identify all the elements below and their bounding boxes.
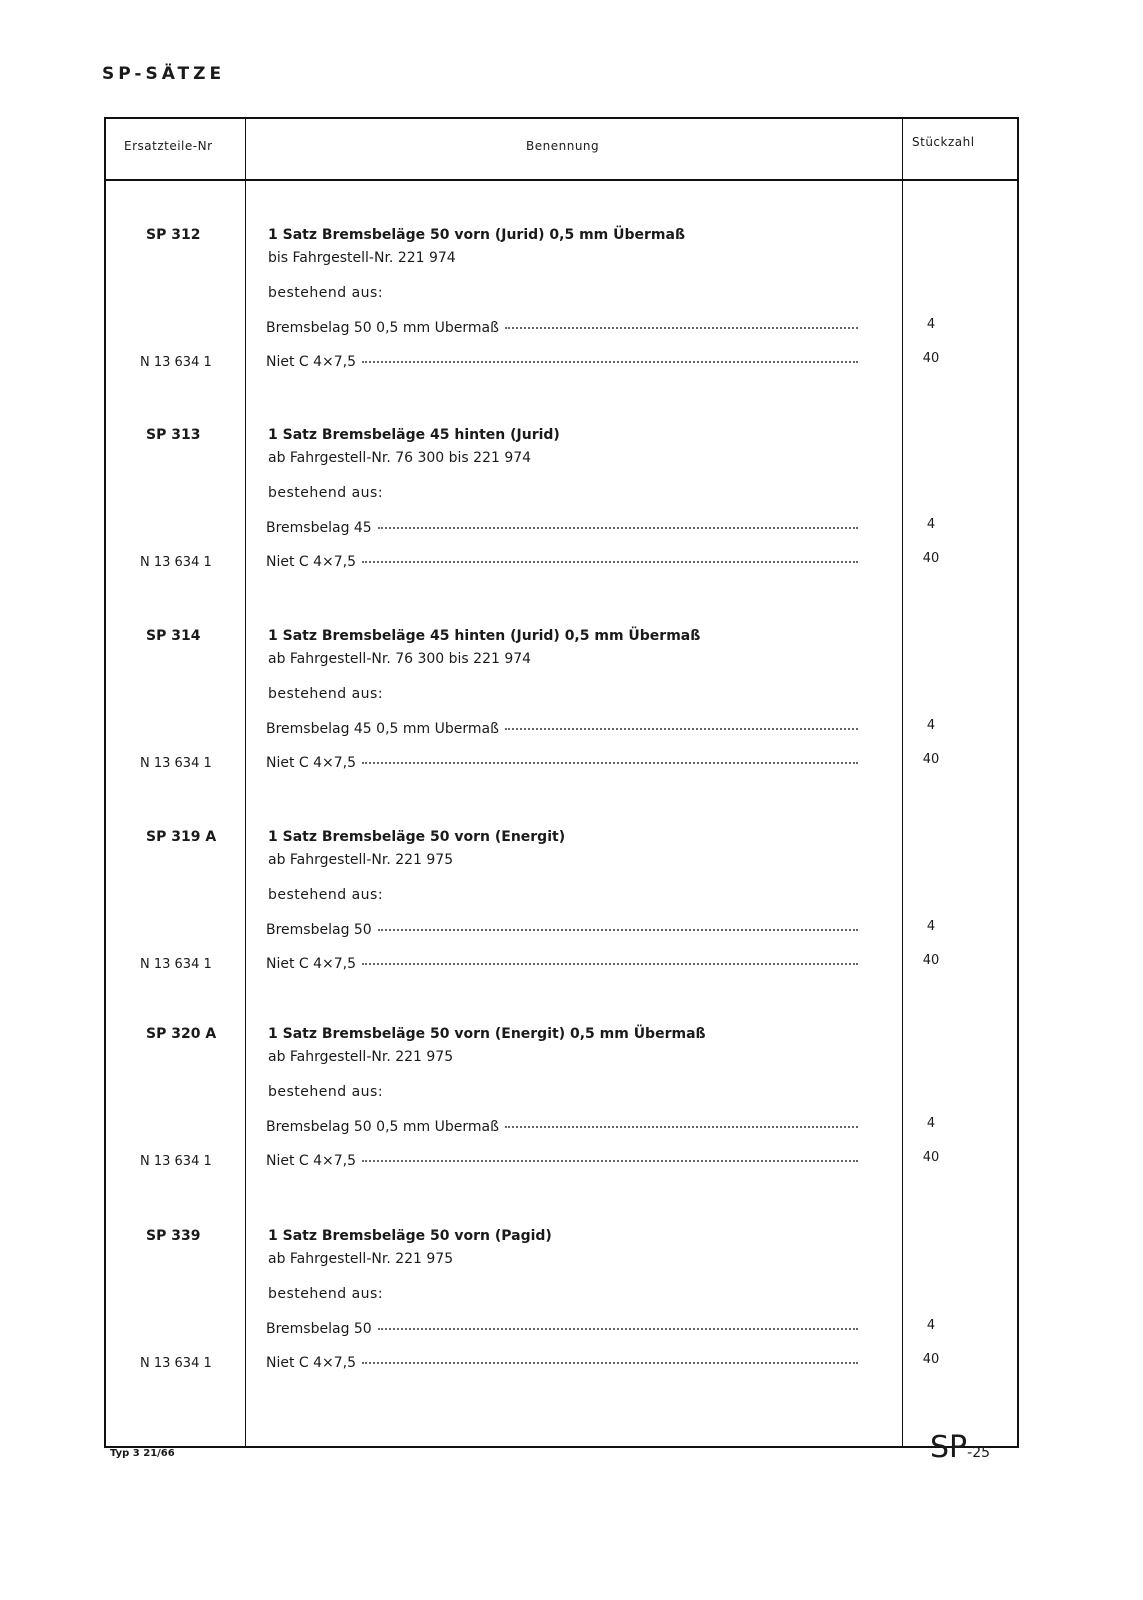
set-subtitle: bis Fahrgestell-Nr. 221 974: [268, 250, 456, 266]
item-quantity: 4: [926, 1116, 936, 1131]
dot-leader: [378, 1328, 858, 1330]
item-row: [266, 320, 858, 336]
item-row: [266, 755, 858, 771]
item-row: [266, 1153, 858, 1169]
item-name: Niet C 4×7,5: [266, 554, 357, 570]
page-number-value: -25: [967, 1445, 991, 1461]
item-row: [266, 1355, 858, 1371]
parts-table: [104, 117, 1019, 1448]
set-title: 1 Satz Bremsbeläge 45 hinten (Jurid): [268, 427, 560, 443]
footer-type-date: Typ 3 21/66: [110, 1448, 175, 1459]
set-part-number: SP 339: [146, 1228, 201, 1244]
item-part-number: N 13 634 1: [140, 756, 212, 771]
item-quantity: 4: [926, 718, 936, 733]
set-subtitle: ab Fahrgestell-Nr. 76 300 bis 221 974: [268, 450, 532, 466]
item-row: [266, 354, 858, 370]
item-quantity: 4: [926, 1318, 936, 1333]
item-name: Niet C 4×7,5: [266, 354, 357, 370]
item-quantity: 40: [922, 953, 940, 968]
item-quantity: 40: [922, 1352, 940, 1367]
item-name: Niet C 4×7,5: [266, 1153, 357, 1169]
set-subtitle: ab Fahrgestell-Nr. 221 975: [268, 852, 454, 868]
item-row: [266, 1119, 858, 1135]
column-divider: [245, 119, 246, 1446]
item-part-number: N 13 634 1: [140, 1356, 212, 1371]
item-part-number: N 13 634 1: [140, 555, 212, 570]
item-row: [266, 721, 858, 737]
item-name: Niet C 4×7,5: [266, 956, 357, 972]
item-name: Niet C 4×7,5: [266, 755, 357, 771]
set-part-number: SP 314: [146, 628, 201, 644]
item-quantity: 4: [926, 517, 936, 532]
dot-leader: [362, 963, 858, 965]
item-quantity: 40: [922, 1150, 940, 1165]
item-name: Bremsbelag 50: [266, 1321, 372, 1337]
dot-leader: [362, 561, 858, 563]
dot-leader: [378, 527, 858, 529]
set-part-number: SP 312: [146, 227, 201, 243]
column-header-description: Benennung: [526, 139, 600, 153]
dot-leader: [505, 1126, 858, 1128]
item-row: [266, 554, 858, 570]
consisting-of-label: bestehend aus:: [268, 887, 384, 903]
column-header-quantity: Stückzahl: [912, 135, 975, 149]
column-header-part-number: Ersatzteile-Nr: [124, 139, 213, 153]
item-quantity: 40: [922, 351, 940, 366]
item-part-number: N 13 634 1: [140, 355, 212, 370]
item-quantity: 4: [926, 317, 936, 332]
dot-leader: [362, 1362, 858, 1364]
set-title: 1 Satz Bremsbeläge 50 vorn (Pagid): [268, 1228, 552, 1244]
item-quantity: 40: [922, 752, 940, 767]
dot-leader: [362, 762, 858, 764]
set-title: 1 Satz Bremsbeläge 50 vorn (Energit) 0,5 mm Übermaß: [268, 1026, 706, 1042]
page-number: [930, 1430, 990, 1465]
set-title: 1 Satz Bremsbeläge 50 vorn (Jurid) 0,5 mm Übermaß: [268, 227, 686, 243]
consisting-of-label: bestehend aus:: [268, 686, 384, 702]
dot-leader: [505, 728, 858, 730]
consisting-of-label: bestehend aus:: [268, 1286, 384, 1302]
item-quantity: 4: [926, 919, 936, 934]
item-part-number: N 13 634 1: [140, 1154, 212, 1169]
item-name: Niet C 4×7,5: [266, 1355, 357, 1371]
consisting-of-label: bestehend aus:: [268, 1084, 384, 1100]
set-title: 1 Satz Bremsbeläge 45 hinten (Jurid) 0,5 mm Übermaß: [268, 628, 701, 644]
dot-leader: [505, 327, 858, 329]
header-divider: [106, 179, 1017, 181]
set-title: 1 Satz Bremsbeläge 50 vorn (Energit): [268, 829, 566, 845]
set-part-number: SP 319 A: [146, 829, 217, 845]
dot-leader: [362, 361, 858, 363]
item-row: [266, 520, 858, 536]
consisting-of-label: bestehend aus:: [268, 285, 384, 301]
item-row: [266, 1321, 858, 1337]
set-subtitle: ab Fahrgestell-Nr. 76 300 bis 221 974: [268, 651, 532, 667]
page-title: SP-SÄTZE: [102, 64, 226, 84]
section-code: SP: [930, 1430, 968, 1465]
item-quantity: 40: [922, 551, 940, 566]
item-name: Bremsbelag 50 0,5 mm Übermaß: [266, 320, 499, 336]
set-part-number: SP 313: [146, 427, 201, 443]
item-name: Bremsbelag 50: [266, 922, 372, 938]
column-divider: [902, 119, 903, 1446]
item-part-number: N 13 634 1: [140, 957, 212, 972]
set-subtitle: ab Fahrgestell-Nr. 221 975: [268, 1251, 454, 1267]
item-name: Bremsbelag 50 0,5 mm Übermaß: [266, 1119, 499, 1135]
item-row: [266, 922, 858, 938]
item-name: Bremsbelag 45: [266, 520, 372, 536]
set-subtitle: ab Fahrgestell-Nr. 221 975: [268, 1049, 454, 1065]
dot-leader: [378, 929, 858, 931]
item-row: [266, 956, 858, 972]
dot-leader: [362, 1160, 858, 1162]
consisting-of-label: bestehend aus:: [268, 485, 384, 501]
set-part-number: SP 320 A: [146, 1026, 217, 1042]
item-name: Bremsbelag 45 0,5 mm Übermaß: [266, 721, 499, 737]
